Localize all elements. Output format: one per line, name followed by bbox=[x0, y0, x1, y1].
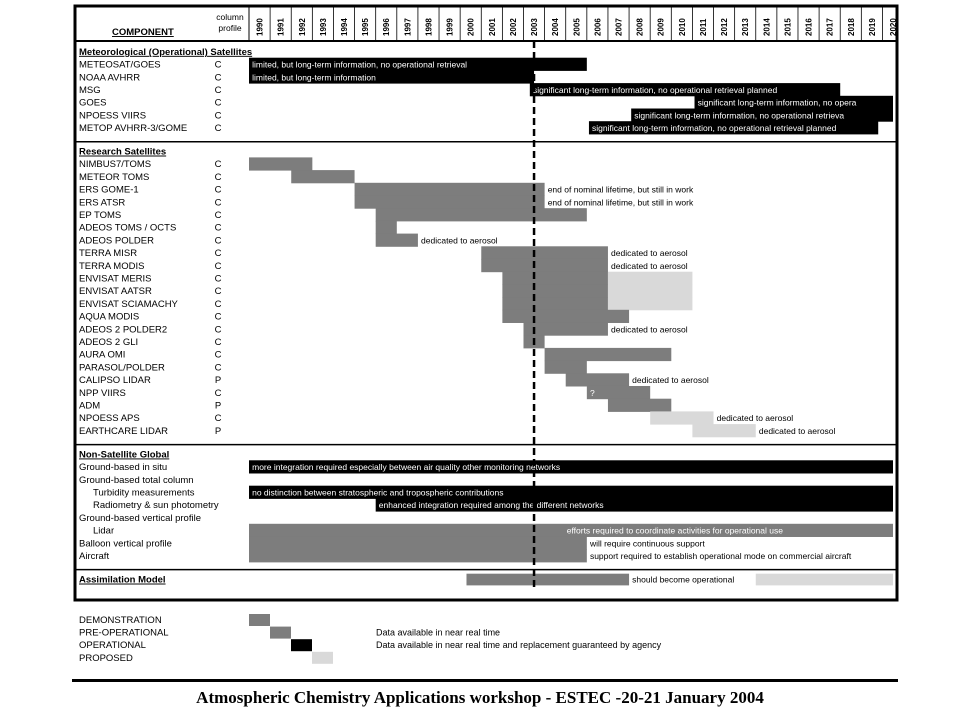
bar-demonstration bbox=[502, 297, 608, 310]
section-heading: Meteorological (Operational) Satellites bbox=[79, 46, 253, 58]
legend-label: PRE-OPERATIONAL bbox=[79, 627, 169, 639]
bar-note: dedicated to aerosol bbox=[421, 235, 498, 246]
bar-proposed bbox=[650, 411, 713, 424]
row-label: ERS GOME-1 bbox=[79, 184, 139, 196]
year-label: 2012 bbox=[720, 18, 730, 36]
legend-swatch-proposed bbox=[312, 652, 333, 664]
bar-note: end of nominal lifetime, but still in work bbox=[547, 184, 694, 195]
row-label: ADEOS POLDER bbox=[79, 235, 154, 247]
row-label: ADEOS 2 POLDER2 bbox=[79, 324, 168, 336]
bar-demonstration bbox=[376, 221, 397, 234]
bar-proposed bbox=[608, 284, 692, 297]
row-label: METEOSAT/GOES bbox=[79, 59, 161, 71]
legend-description: Data available in near real time bbox=[376, 627, 501, 638]
legend-swatch-operational bbox=[291, 639, 312, 651]
year-label: 2008 bbox=[635, 18, 645, 36]
bar-demonstration bbox=[355, 183, 545, 196]
year-label: 1996 bbox=[382, 18, 392, 36]
column-profile-code: P bbox=[214, 400, 222, 412]
bar-note: efforts required to coordinate activities for operational use bbox=[566, 525, 783, 536]
column-profile-code: C bbox=[214, 222, 222, 234]
bar-note: support required to establish operational mode on commercial aircraft bbox=[589, 551, 852, 562]
column-profile-code: C bbox=[214, 184, 222, 196]
bar-note: dedicated to aerosol bbox=[632, 375, 709, 386]
year-label: 1990 bbox=[255, 18, 265, 36]
column-profile-code: C bbox=[214, 413, 222, 425]
year-label: 2016 bbox=[804, 18, 814, 36]
row-label: AQUA MODIS bbox=[79, 311, 140, 323]
row-label: ERS ATSR bbox=[79, 197, 126, 209]
column-profile-code: C bbox=[214, 123, 222, 135]
bar-note: dedicated to aerosol bbox=[611, 248, 688, 259]
row-label: NOAA AVHRR bbox=[79, 72, 141, 84]
column-profile-code: C bbox=[214, 324, 222, 336]
row-label: ENVISAT AATSR bbox=[79, 286, 152, 298]
legend-swatch-demonstration bbox=[249, 614, 270, 626]
row-label: METEOR TOMS bbox=[79, 171, 150, 183]
section-heading: Assimilation Model bbox=[79, 574, 166, 586]
column-profile-code: C bbox=[214, 97, 222, 109]
section-heading: Research Satellites bbox=[79, 146, 167, 158]
year-label: 2005 bbox=[572, 18, 582, 36]
row-label: MSG bbox=[79, 84, 101, 96]
column-profile-code: C bbox=[214, 197, 222, 209]
legend-label: DEMONSTRATION bbox=[79, 615, 162, 626]
row-label: TERRA MISR bbox=[79, 248, 138, 260]
column-profile-code: C bbox=[214, 72, 222, 84]
column-profile-code: C bbox=[214, 248, 222, 260]
column-profile-code: C bbox=[214, 349, 222, 361]
bar-note: no distinction between stratospheric and tropospheric contributions bbox=[252, 487, 504, 498]
row-label: Aircraft bbox=[79, 551, 110, 563]
legend-description: Data available in near real time and replacement guaranteed by agency bbox=[376, 640, 662, 651]
bar-pre_operational bbox=[249, 549, 587, 562]
year-label: 2002 bbox=[508, 18, 518, 36]
column-profile-code: C bbox=[214, 286, 222, 298]
row-label: Lidar bbox=[93, 525, 115, 537]
column-profile-code: C bbox=[214, 159, 222, 171]
legend-swatch-pre_operational bbox=[270, 627, 291, 639]
year-label: 2014 bbox=[762, 18, 772, 36]
row-label: EP TOMS bbox=[79, 210, 122, 222]
row-label: NPP VIIRS bbox=[79, 387, 126, 399]
row-label: NIMBUS7/TOMS bbox=[79, 159, 152, 171]
bar-demonstration bbox=[355, 195, 545, 208]
legend-label: PROPOSED bbox=[79, 652, 133, 664]
bar-note: significant long-term information, no opera bbox=[697, 97, 857, 108]
row-label: Radiometry & sun photometry bbox=[93, 500, 219, 512]
year-label: 1993 bbox=[318, 18, 328, 36]
year-label: 1991 bbox=[276, 18, 286, 36]
header-profile: profile bbox=[218, 23, 242, 33]
bar-demonstration bbox=[481, 246, 608, 259]
bar-note: enhanced integration required among the different networks bbox=[378, 500, 604, 511]
footer-rule bbox=[72, 679, 898, 682]
year-label: 1998 bbox=[424, 18, 434, 36]
year-label: 2020 bbox=[889, 18, 898, 36]
column-profile-code: C bbox=[214, 387, 222, 399]
row-label: EARTHCARE LIDAR bbox=[79, 425, 169, 437]
column-profile-code: P bbox=[214, 425, 222, 437]
bar-note: dedicated to aerosol bbox=[716, 413, 794, 424]
bar-note: limited, but long-term information, no operational retrieval bbox=[252, 59, 468, 70]
year-label: 2013 bbox=[741, 18, 751, 36]
year-label: 2001 bbox=[487, 18, 497, 36]
row-label: ADEOS TOMS / OCTS bbox=[79, 222, 177, 234]
row-label: ENVISAT SCIAMACHY bbox=[79, 298, 178, 310]
bar-note: should become operational bbox=[632, 574, 735, 585]
year-label: 2018 bbox=[846, 18, 856, 36]
bar-demonstration bbox=[502, 272, 608, 285]
row-label: ADM bbox=[79, 400, 101, 412]
column-profile-code: C bbox=[214, 210, 222, 222]
bar-note: significant long-term information, no operational retrieval planned bbox=[532, 84, 778, 95]
legend-label: OPERATIONAL bbox=[79, 640, 146, 652]
row-label: Ground-based in situ bbox=[79, 462, 168, 474]
bar-note: dedicated to aerosol bbox=[611, 260, 688, 271]
row-label: Balloon vertical profile bbox=[79, 538, 172, 550]
column-profile-code: C bbox=[214, 273, 222, 285]
row-label: NPOESS VIIRS bbox=[79, 110, 147, 122]
column-profile-code: C bbox=[214, 298, 222, 310]
column-profile-code: C bbox=[214, 59, 222, 71]
column-profile-code: C bbox=[214, 260, 222, 272]
bar-note: significant long-term information, no operational retrieval planned bbox=[592, 123, 837, 134]
year-label: 1992 bbox=[297, 18, 307, 36]
column-profile-code: C bbox=[214, 235, 222, 247]
footer-caption: Atmospheric Chemistry Applications workshop - ESTEC -20-21 January 2004 bbox=[196, 688, 764, 707]
bar-note: will require continuous support bbox=[589, 538, 705, 549]
year-label: 2017 bbox=[825, 18, 835, 36]
bar-demonstration bbox=[481, 259, 608, 272]
bar-proposed bbox=[608, 272, 692, 285]
bar-note: dedicated to aerosol bbox=[758, 425, 836, 436]
column-profile-code: C bbox=[214, 171, 222, 183]
row-label: AURA OMI bbox=[79, 349, 126, 361]
year-label: 2006 bbox=[593, 18, 603, 36]
bar-proposed bbox=[692, 424, 755, 437]
row-label: GOES bbox=[79, 97, 107, 109]
bar-note: more integration required especially between air quality other monitoring networks bbox=[252, 462, 561, 473]
column-profile-code: C bbox=[214, 84, 222, 96]
row-label: METOP AVHRR-3/GOME bbox=[79, 123, 188, 135]
bar-demonstration bbox=[502, 310, 629, 323]
year-label: 1999 bbox=[445, 18, 455, 36]
year-label: 1997 bbox=[403, 18, 413, 36]
bar-note: ? bbox=[589, 387, 595, 398]
year-label: 2000 bbox=[466, 18, 476, 36]
year-label: 1994 bbox=[340, 18, 350, 36]
year-label: 1995 bbox=[361, 18, 371, 36]
row-label: ADEOS 2 GLI bbox=[79, 337, 139, 349]
bar-demonstration bbox=[608, 399, 671, 412]
bar-demonstration bbox=[376, 234, 418, 247]
year-label: 2003 bbox=[530, 18, 540, 36]
bar-demonstration bbox=[291, 170, 354, 183]
bar-note: dedicated to aerosol bbox=[611, 324, 688, 335]
header-column: column bbox=[216, 12, 244, 22]
header-component: COMPONENT bbox=[112, 27, 174, 38]
bar-proposed bbox=[756, 574, 893, 586]
bar-demonstration bbox=[545, 348, 672, 361]
bar-note: end of nominal lifetime, but still in work bbox=[547, 197, 694, 208]
row-label: Ground-based total column bbox=[79, 474, 194, 486]
row-label: PARASOL/POLDER bbox=[79, 362, 165, 374]
year-label: 2009 bbox=[656, 18, 666, 36]
column-profile-code: C bbox=[214, 362, 222, 374]
row-label: TERRA MODIS bbox=[79, 260, 145, 272]
column-profile-code: C bbox=[214, 311, 222, 323]
row-label: CALIPSO LIDAR bbox=[79, 375, 151, 387]
bar-demonstration bbox=[502, 284, 608, 297]
bar-demonstration bbox=[566, 373, 629, 386]
bar-note: significant long-term information, no operational retrieva bbox=[634, 110, 845, 121]
column-profile-code: C bbox=[214, 110, 222, 122]
year-label: 2011 bbox=[698, 18, 708, 36]
year-label: 2019 bbox=[867, 18, 877, 36]
bar-pre_operational bbox=[466, 574, 629, 586]
row-label: ENVISAT MERIS bbox=[79, 273, 152, 285]
year-label: 2010 bbox=[677, 18, 687, 36]
column-profile-code: P bbox=[214, 375, 222, 387]
year-label: 2007 bbox=[614, 18, 624, 36]
year-label: 2015 bbox=[783, 18, 793, 36]
row-label: NPOESS APS bbox=[79, 413, 140, 425]
bar-demonstration bbox=[249, 157, 312, 170]
bar-note: limited, but long-term information bbox=[252, 72, 376, 83]
row-label: Ground-based vertical profile bbox=[79, 512, 201, 524]
bar-proposed bbox=[608, 297, 692, 310]
bar-demonstration bbox=[545, 361, 587, 374]
section-heading: Non-Satellite Global bbox=[79, 449, 170, 461]
row-label: Turbidity measurements bbox=[93, 487, 195, 499]
bar-demonstration bbox=[376, 208, 587, 221]
bar-demonstration bbox=[587, 386, 650, 399]
bar-pre_operational bbox=[249, 536, 587, 549]
bar-demonstration bbox=[523, 322, 607, 335]
column-profile-code: C bbox=[214, 337, 222, 349]
year-label: 2004 bbox=[551, 18, 561, 36]
